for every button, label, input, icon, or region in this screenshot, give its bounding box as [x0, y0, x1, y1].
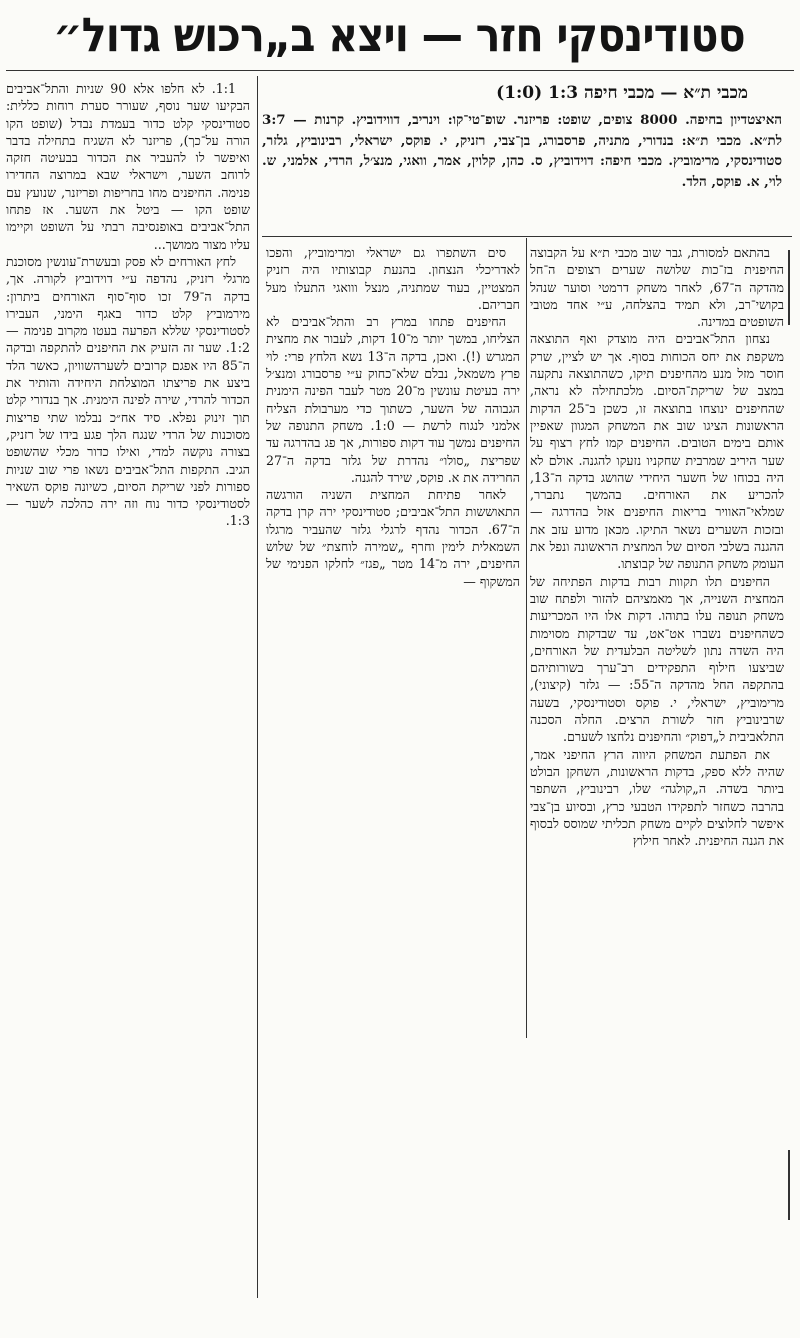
paragraph: בהתאם למסורת, גבר שוב מכבי ת״א על הקבוצה החיפנית בז־כות שלושה שערים רצופים ה־חל מהדקה ה־67, לאחר משחק דרמטי וסוער שנהל בקושי־רב, ולא תמיד בהצלחה, ע״י אחד מטובי השופטים במדינה.	[530, 245, 784, 330]
lead-paragraph: האיצטדיון בחיפה. 8000 צופים, שופט: פריזנר. שופ־טי־קו: וינריב, דווידוביץ. קרנות — 3:7 לת״א. מכבי ת״א: בנדורי, מתניה, פרסבורג, בן־צבי, רזניק, י. פוקס, ישראלי, רבינוביץ, גלזר, סטודינסקי, מרימוביץ. מכבי חיפה: דוידוביץ, ס. כהן, קלוין, אמר, וואגי, מנצ׳ל, הרדי, אלמני, ש. לוי, א. פוקס, הלד.	[262, 112, 782, 190]
column-divider-2-1	[526, 238, 527, 1038]
headline: סטודינסקי חזר — ויצא ב„רכוש גדול״	[53, 8, 745, 63]
article-column-1	[530, 244, 784, 1336]
paragraph: 1:1. לא חלפו אלא 90 שניות והתל־אביבים הבקיעו שער נוסף, שעורר סערת רוחות כללית: סטודינסקי קלט כדור בעמדת נבדל (שופט הקו הורה על־כך), פריזנר לא השגיח בתחילה בדבר ואיפשר לו להעביר את הכדור בבעיטה חזקה לרוחב השער, וישראלי שבא במרוצה החדירו פנימה. החיפנים מחו בחריפות ופריזנר, שנועץ עם שופט הקו — ביטל את השער. אז פתחו התל־אביבים באופנסיבה רבתי על השופט וקיימו עליו מצור ממושך...	[6, 81, 250, 252]
headline-rule	[6, 70, 794, 71]
paragraph: את הפתעת המשחק היווה הרץ החיפני אמר, שהיה ללא ספק, בדקות הראשונות, השחקן הבולט ביותר בשדה. ה„קולגה״ שלו, רבינוביץ, השתפר בהרבה כשחזר לתפקידו הטבעי כרץ, ובסיוע בן־צבי איפשר לחלוצים לקיים משחק תכליתי שמוסס לבסוף את הגנה החיפנית. לאחר חילוץ	[530, 746, 784, 849]
column-accent-bar	[788, 250, 790, 325]
article-column-3	[6, 80, 250, 860]
article-column-2	[266, 244, 520, 804]
column-divider-3-2	[257, 76, 258, 1298]
column-accent-bar	[788, 1150, 790, 1220]
paragraph: החיפנים תלו תקוות רבות בדקות הפתיחה של המחצית השנייה, אך מאמציהם להזור ולפתח שוב משחק תנופה עלו בתוהו. דקות אלו היו המכריעות כשהחיפנים נשברו אט־אט, עד שבדקות מסוימות היה השדה נתון לשליטה הבלעדית של האורחים, שביצעו חילוף התפקידים רב־ערך בשורותיהם בהתקפה החל מהדקה ה־55: — גלזר (קיצוני), מרימוביץ, ישראלי, י. פוקס וסטודינסקי, בשעה שרבינוביץ חזר לשורת הרצים. החלה הסכנה התלאביבית ל„דפוק״ והחיפנים נלחצו לשערם.	[530, 573, 784, 745]
paragraph: החיפנים פתחו במרץ רב והתל־אביבים לא הצליחו, במשך יותר מ־10 דקות, לעבור את מחצית המגרש (!). ואכן, בדקה ה־13 נשא הלחץ פרי: לוי פרץ משמאל, נבלם שלא־כחוק ע״י פרסבורג ומנצ׳ל ירה בעיטת עונשין מ־20 מטר לעבר הפינה הימנית הגבוהה של השער, כשתוך כדי מערבולת הצליח אלמני לנגוח לרשת — 1:0. משחק התנופה של החיפנים נמשך עוד דקות ספורות, אך פג בהדרגה עד שפריצת „סולו״ נהדרת של גלזר בדקה ה־27 החרידה את א. פוקס, שירד להגנה.	[266, 314, 520, 485]
paragraph: לחץ האורחים לא פסק ובעשרת־עונשין מסוכנת מרגלי רזניק, נהדפה ע״י דוידוביץ לקורה. אך, בדקה ה־79 זכו סוף־סוף האורחים ביתרון: מירמוביץ קלט כדור באגף הימני, העבירו לסטודינסקי שללא הפרעה בעטו מקרוב פנימה — 1:2. שער זה הזעיק את החיפנים להתקפה ובדקה ה־85 היו אפגם קרובים לשערהשוויון, כאשר הלד ביצע את פריצתו המוצלחת היחידה והותיר את הכדור להרדי, שירה לפינה הימנית. אך בנדורי קלט תוך זינוק נפלא. סיד אח״כ נבלמו שתי פריצות מסוכנות של הרדי שנגח הלך פגע בידו של רזניק, בצורה נוקשה למדי, ואילו כדור מכלי שהשופט הגיב. התקפות התל־אביבים נשאו פרי שוב שניות ספורות לפני שריקת הסיום, כשיונה פוקס השאיר לסטודינסקי כדור נוח וזה ירה כהלכה לשער — 1:3.	[6, 253, 250, 529]
paragraph: סים השתפרו גם ישראלי ומרימוביץ, והפכו לאדריכלי הנצחון. בהנעת קבוצותיו היה רזניק המצטיין, בעוד שמתניה, מנצל ווואגי התעלו מעל חבריהם.	[266, 245, 520, 312]
paragraph: לאחר פתיחת המחצית השניה הורגשה התאוששות התל־אביבים; סטודינסקי ירה קרן בדקה ה־67. הכדור נהדף לרגלי גלזר שהעביר מרגלו השמאלית לימין וחרף „שמירה לוחצת״ של שלוש החיפנים, ירה מ־14 מטר „פגז״ לחלקו הפנימי של המשקוף —	[266, 487, 520, 589]
subheadline: מכבי ת״א — מכבי חיפה 1:3 (1:0)	[496, 83, 748, 103]
paragraph: נצחון התל־אביבים היה מוצדק ואף התוצאה משקפת את יחס הכוחות בסוף. אך יש לציין, שרק חוסר מזל מנע מהחיפנים תיקו, כשהתוצאה נתקעה במצב של שריקת־הסיום. מלכתחילה לא נראה, שהחיפנים ינוצחו בתוצאה זו, כשכן ב־25 הדקות הראשונות הציגו שוב את המשחק המגוון שאפיין אותם בימים הטובים. החיפנים קמו לחץ רצוף על שער היריב שמרבית שחקניו נזעקו להגנה. אולם לא היה בכוחו של חשער היחידי שהושג בדקה ה־13, להכריע את האורחים. בהמשך נתברר, שמלאי־האוויר בריאות החיפנים אזל בהדרגה — ובזכות השערים נשאר התיקו. מכאן מדוע עזב את ההגנה בשלבי הסיום של המחצית הראשונה ונפל את העומק משחק התנופה של קבוצתו.	[530, 331, 784, 572]
lead-bottom-rule	[262, 236, 792, 237]
